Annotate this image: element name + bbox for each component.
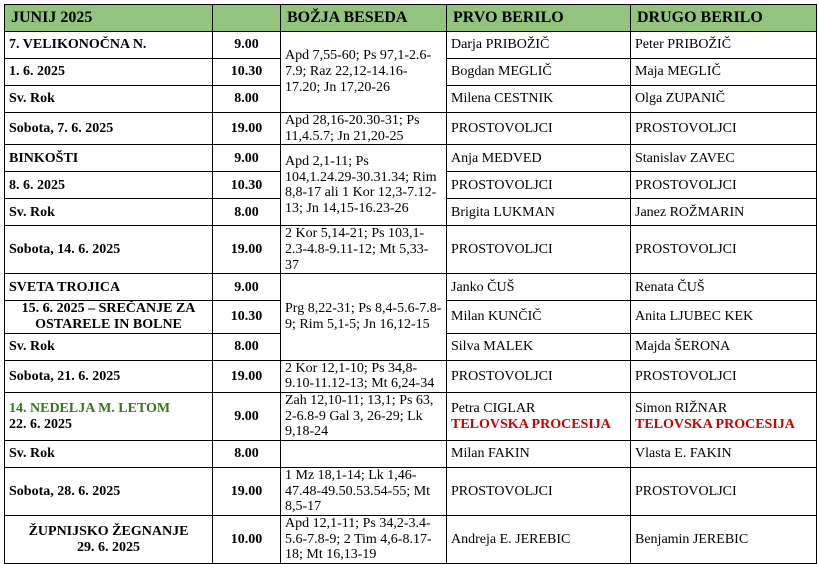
reader-second: Janez ROŽMARIN bbox=[631, 199, 817, 226]
day-label bbox=[5, 516, 213, 564]
time-label: 19.00 bbox=[213, 113, 281, 145]
reader-second bbox=[631, 393, 817, 441]
reader-second: Peter PRIBOŽIČ bbox=[631, 32, 817, 59]
time-label: 8.00 bbox=[213, 333, 281, 360]
reader-first: PROSTOVOLJCI bbox=[447, 226, 631, 274]
time-label: 10.30 bbox=[213, 172, 281, 199]
mass-schedule-table bbox=[4, 4, 817, 564]
day-label: BINKOŠTI bbox=[5, 145, 213, 172]
day-label: Sv. Rok bbox=[5, 199, 213, 226]
day-label: Sv. Rok bbox=[5, 333, 213, 360]
table-header-row bbox=[5, 5, 817, 32]
time-label: 10.00 bbox=[213, 516, 281, 564]
reader-first: Milan FAKIN bbox=[447, 441, 631, 468]
table-row bbox=[5, 468, 817, 516]
reader-first: Milan KUNČIČ bbox=[447, 301, 631, 333]
time-label: 8.00 bbox=[213, 86, 281, 113]
word-of-god: 1 Mz 18,1-14; Lk 1,46-47.48-49.50.53.54-55; Mt 8,5-17 bbox=[281, 468, 447, 516]
day-label: Sobota, 14. 6. 2025 bbox=[5, 226, 213, 274]
reader-first: PROSTOVOLJCI bbox=[447, 172, 631, 199]
reader-second: Anita LJUBEC KEK bbox=[631, 301, 817, 333]
reader-second: Majda ŠERONA bbox=[631, 333, 817, 360]
table-row bbox=[5, 274, 817, 301]
table-row bbox=[5, 516, 817, 564]
day-label-main: 14. NEDELJA M. LETOM bbox=[9, 400, 171, 416]
reader-first: PROSTOVOLJCI bbox=[447, 113, 631, 145]
day-label: 8. 6. 2025 bbox=[5, 172, 213, 199]
header-time bbox=[213, 5, 281, 32]
word-of-god: 2 Kor 12,1-10; Ps 34,8-9.10-11.12-13; Mt 6,24-34 bbox=[281, 360, 447, 392]
day-label-date: 29. 6. 2025 bbox=[77, 539, 140, 555]
time-label: 10.30 bbox=[213, 301, 281, 333]
day-label: 7. VELIKONOČNA N. bbox=[5, 32, 213, 59]
day-label: 15. 6. 2025 – SREČANJE ZA OSTARELE IN BOLNE bbox=[5, 301, 213, 333]
time-label: 8.00 bbox=[213, 441, 281, 468]
word-of-god: Apd 7,55-60; Ps 97,1-2.6-7.9; Raz 22,12-14.16-17.20; Jn 17,20-26 bbox=[281, 32, 447, 113]
table-row bbox=[5, 393, 817, 441]
reader-second: Benjamin JEREBIC bbox=[631, 516, 817, 564]
word-of-god: 2 Kor 5,14-21; Ps 103,1-2.3-4.8-9.11-12; Mt 5,33-37 bbox=[281, 226, 447, 274]
reader-second: Olga ZUPANIČ bbox=[631, 86, 817, 113]
table-row bbox=[5, 145, 817, 172]
word-of-god: Prg 8,22-31; Ps 8,4-5.6-7.8-9; Rim 5,1-5; Jn 16,12-15 bbox=[281, 274, 447, 360]
reader-first: Andreja E. JEREBIC bbox=[447, 516, 631, 564]
reader-second: Maja MEGLIČ bbox=[631, 59, 817, 86]
schedule-sheet bbox=[0, 4, 818, 563]
day-label: Sobota, 21. 6. 2025 bbox=[5, 360, 213, 392]
time-label: 9.00 bbox=[213, 32, 281, 59]
procession-note: TELOVSKA PROCESIJA bbox=[635, 416, 795, 432]
word-of-god: Apd 12,1-11; Ps 34,2-3.4-5.6-7.8-9; 2 Tim 4,6-8.17-18; Mt 16,13-19 bbox=[281, 516, 447, 564]
reader-second: PROSTOVOLJCI bbox=[631, 172, 817, 199]
reader-first bbox=[447, 393, 631, 441]
header-month: JUNIJ 2025 bbox=[5, 5, 213, 32]
reader-second: PROSTOVOLJCI bbox=[631, 360, 817, 392]
reader-second: PROSTOVOLJCI bbox=[631, 113, 817, 145]
time-label: 8.00 bbox=[213, 199, 281, 226]
reader-first: Silva MALEK bbox=[447, 333, 631, 360]
reader-second: PROSTOVOLJCI bbox=[631, 226, 817, 274]
day-label: 1. 6. 2025 bbox=[5, 59, 213, 86]
time-label: 9.00 bbox=[213, 274, 281, 301]
reader-second: Renata ČUŠ bbox=[631, 274, 817, 301]
reader-first: PROSTOVOLJCI bbox=[447, 360, 631, 392]
reader-first: Brigita LUKMAN bbox=[447, 199, 631, 226]
day-label: Sv. Rok bbox=[5, 86, 213, 113]
word-of-god: Apd 28,16-20.30-31; Ps 11,4.5.7; Jn 21,20-25 bbox=[281, 113, 447, 145]
time-label: 9.00 bbox=[213, 145, 281, 172]
day-label: Sobota, 7. 6. 2025 bbox=[5, 113, 213, 145]
procession-note: TELOVSKA PROCESIJA bbox=[451, 416, 611, 432]
header-word: BOŽJA BESEDA bbox=[281, 5, 447, 32]
reader-first: PROSTOVOLJCI bbox=[447, 468, 631, 516]
time-label: 19.00 bbox=[213, 468, 281, 516]
time-label: 10.30 bbox=[213, 59, 281, 86]
reader-second-name: Simon RIŽNAR bbox=[635, 400, 728, 416]
reader-first: Bogdan MEGLIČ bbox=[447, 59, 631, 86]
reader-first: Janko ČUŠ bbox=[447, 274, 631, 301]
reader-first-name: Petra CIGLAR bbox=[451, 400, 536, 416]
table-row bbox=[5, 226, 817, 274]
table-row bbox=[5, 113, 817, 145]
table-row bbox=[5, 360, 817, 392]
day-label: Sobota, 28. 6. 2025 bbox=[5, 468, 213, 516]
reader-second: Vlasta E. FAKIN bbox=[631, 441, 817, 468]
time-label: 9.00 bbox=[213, 393, 281, 441]
time-label: 19.00 bbox=[213, 226, 281, 274]
day-label-main: ŽUPNIJSKO ŽEGNANJE bbox=[28, 523, 189, 539]
word-of-god bbox=[281, 441, 447, 468]
reader-first: Darja PRIBOŽIČ bbox=[447, 32, 631, 59]
day-label: Sv. Rok bbox=[5, 441, 213, 468]
table-row bbox=[5, 441, 817, 468]
word-of-god: Zah 12,10-11; 13,1; Ps 63, 2-6.8-9 Gal 3, 26-29; Lk 9,18-24 bbox=[281, 393, 447, 441]
word-of-god: Apd 2,1-11; Ps 104,1.24.29-30.31.34; Rim 8,8-17 ali 1 Kor 12,3-7.12-13; Jn 14,15-16.23-26 bbox=[281, 145, 447, 226]
reader-first: Milena CESTNIK bbox=[447, 86, 631, 113]
reader-second: PROSTOVOLJCI bbox=[631, 468, 817, 516]
day-label: SVETA TROJICA bbox=[5, 274, 213, 301]
day-label-date: 22. 6. 2025 bbox=[9, 416, 72, 432]
day-label bbox=[5, 393, 213, 441]
reader-first: Anja MEDVED bbox=[447, 145, 631, 172]
table-row bbox=[5, 32, 817, 59]
header-reading1: PRVO BERILO bbox=[447, 5, 631, 32]
reader-second: Stanislav ZAVEC bbox=[631, 145, 817, 172]
time-label: 19.00 bbox=[213, 360, 281, 392]
header-reading2: DRUGO BERILO bbox=[631, 5, 817, 32]
